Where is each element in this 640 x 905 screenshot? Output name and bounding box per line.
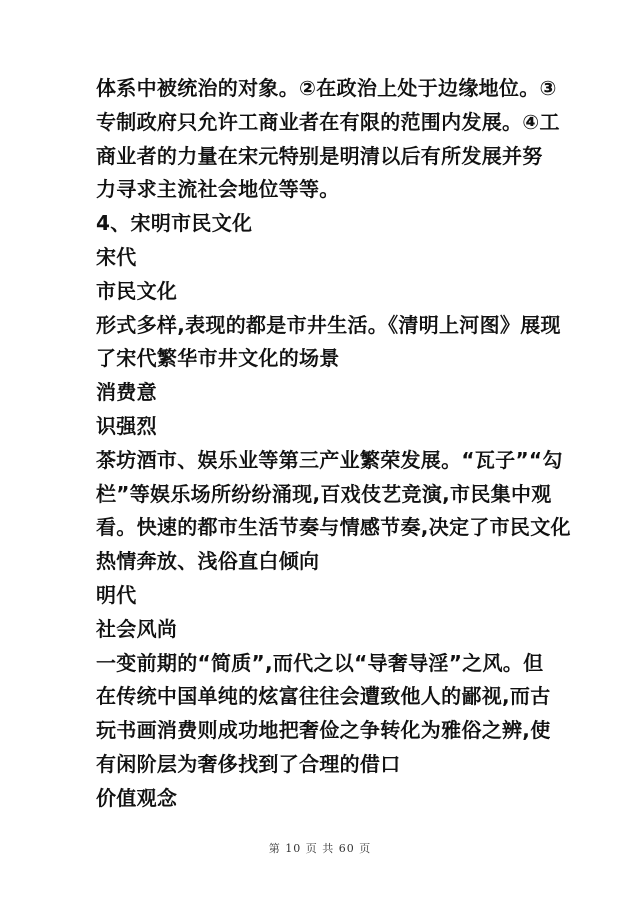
text-line: 栏”等娱乐场所纷纷涌现,百戏伎艺竞演,市民集中观 bbox=[96, 481, 552, 506]
text-line: 专制政府只允许工商业者在有限的范围内发展。④工 bbox=[96, 109, 560, 134]
text-line: 商业者的力量在宋元特别是明清以后有所发展并努 bbox=[96, 143, 543, 168]
topic-label: 市民文化 bbox=[96, 278, 178, 303]
topic-label: 价值观念 bbox=[96, 785, 178, 810]
text-line: 热情奔放、浅俗直白倾向 bbox=[96, 549, 320, 574]
era-label: 明代 bbox=[96, 582, 137, 607]
text-line: 茶坊酒市、娱乐业等第三产业繁荣发展。“瓦子”“勾 bbox=[96, 447, 563, 472]
text-line: 有闲阶层为奢侈找到了合理的借口 bbox=[96, 751, 401, 776]
topic-label: 识强烈 bbox=[96, 413, 157, 438]
text-line: 体系中被统治的对象。②在政治上处于边缘地位。③ bbox=[96, 76, 557, 100]
text-line: 看。快速的都市生活节奏与情感节奏,决定了市民文化 bbox=[96, 515, 571, 540]
topic-label: 消费意 bbox=[96, 380, 157, 405]
text-line: 力寻求主流社会地位等等。 bbox=[96, 177, 340, 202]
text-line: 形式多样,表现的都是市井生活。《清明上河图》展现 bbox=[96, 312, 561, 337]
text-line: 玩书画消费则成功地把奢俭之争转化为雅俗之辨,使 bbox=[96, 718, 551, 743]
section-heading: 4、宋明市民文化 bbox=[96, 211, 253, 236]
era-label: 宋代 bbox=[96, 244, 137, 269]
document-body bbox=[96, 72, 571, 816]
page-number-footer: 第 10 页 共 60 页 bbox=[268, 842, 372, 855]
topic-label: 社会风尚 bbox=[96, 616, 178, 641]
text-line: 一变前期的“简质”,而代之以“导奢导淫”之风。但 bbox=[96, 650, 544, 675]
text-line: 了宋代繁华市井文化的场景 bbox=[96, 346, 340, 371]
text-line: 在传统中国单纯的炫富往往会遭致他人的鄙视,而古 bbox=[96, 684, 551, 709]
